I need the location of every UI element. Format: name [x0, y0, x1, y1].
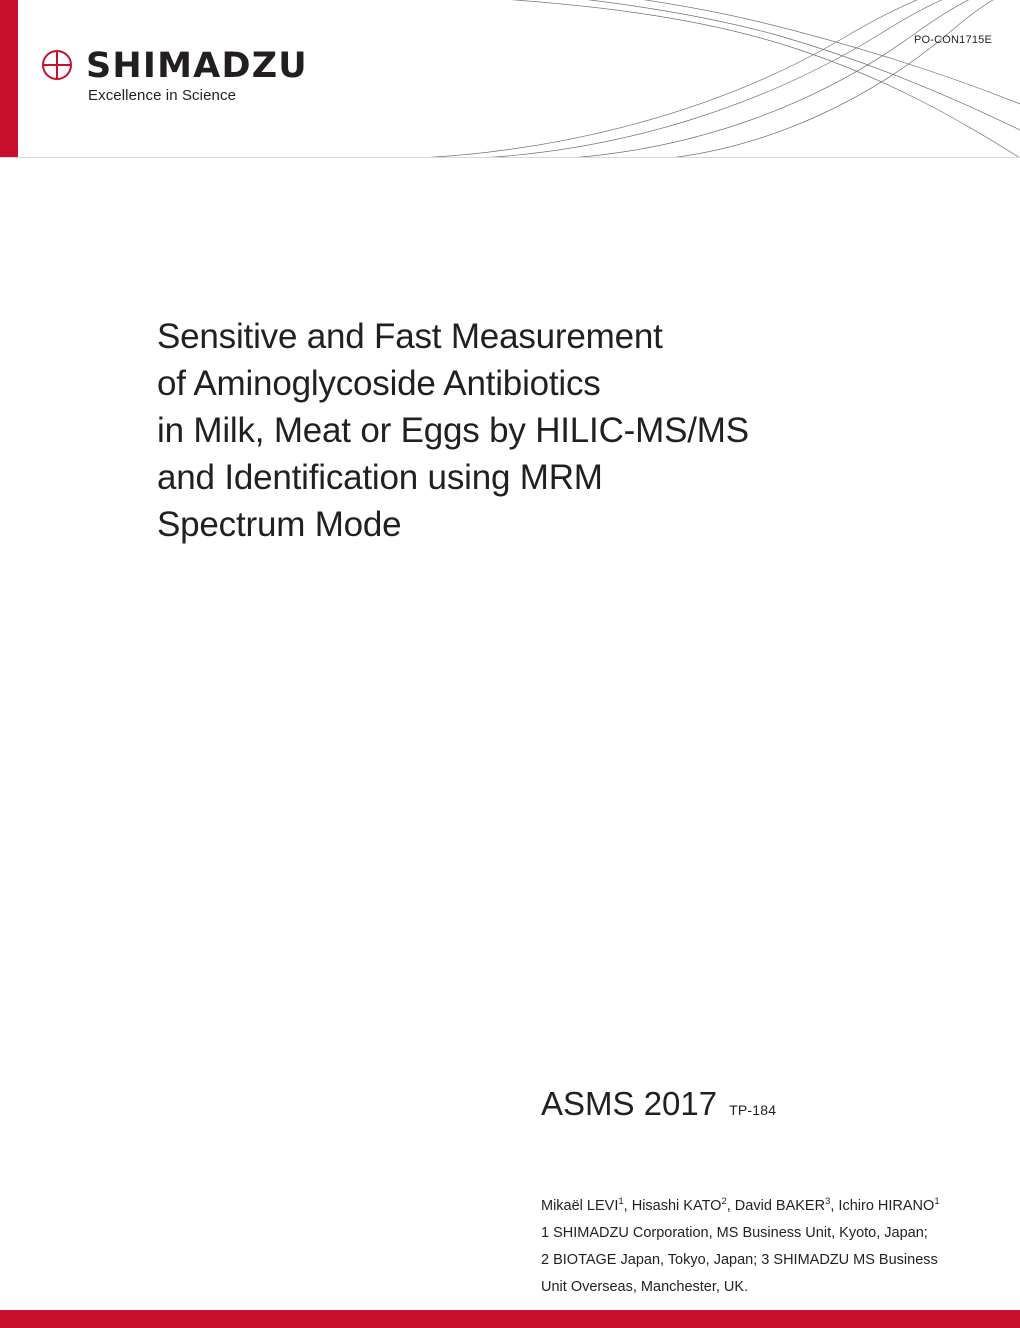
brand-accent-bar: [0, 0, 18, 158]
page-title: [157, 313, 917, 548]
author-name-2: , Hisashi KATO: [623, 1197, 722, 1214]
affiliation-line: 2 BIOTAGE Japan, Tokyo, Japan; 3 SHIMADZU MS Business: [541, 1251, 938, 1268]
conference-block: [541, 1085, 776, 1123]
document-code: PO-CON1715E: [913, 34, 992, 46]
title-line: and Identification using MRM: [157, 458, 603, 498]
poster-code: TP-184: [729, 1102, 777, 1118]
decorative-swoosh-lines: [420, 0, 1020, 158]
page-header: [0, 0, 1020, 158]
shimadzu-circle-cross-logo-icon: [42, 50, 76, 84]
author-affil-marker: 1: [618, 1196, 624, 1207]
author-name-1: Mikaël LEVI: [541, 1197, 619, 1214]
logo-tagline: Excellence in Science: [88, 87, 237, 104]
author-names: [541, 1188, 1011, 1220]
header-divider: [0, 157, 1020, 158]
author-affil-marker: 3: [825, 1196, 831, 1207]
conference-name: ASMS 2017: [541, 1085, 718, 1122]
title-line: of Aminoglycoside Antibiotics: [157, 364, 601, 404]
author-name-4: , Ichiro HIRANO: [830, 1197, 935, 1214]
title-line: in Milk, Meat or Eggs by HILIC-MS/MS: [157, 411, 749, 451]
author-affil-marker: 2: [721, 1196, 727, 1207]
affiliation-line: Unit Overseas, Manchester, UK.: [541, 1278, 749, 1295]
footer-accent-bar: [0, 1310, 1020, 1328]
title-line: Spectrum Mode: [157, 505, 402, 545]
affiliation-line: 1 SHIMADZU Corporation, MS Business Unit, Kyoto, Japan;: [541, 1224, 928, 1241]
shimadzu-logo: [42, 44, 342, 114]
logo-wordmark: SHIMADZU: [86, 46, 308, 86]
author-affil-marker: 1: [934, 1196, 940, 1207]
author-name-3: , David BAKER: [726, 1197, 826, 1214]
authors-block: [541, 1188, 1011, 1301]
title-line: Sensitive and Fast Measurement: [157, 317, 663, 357]
